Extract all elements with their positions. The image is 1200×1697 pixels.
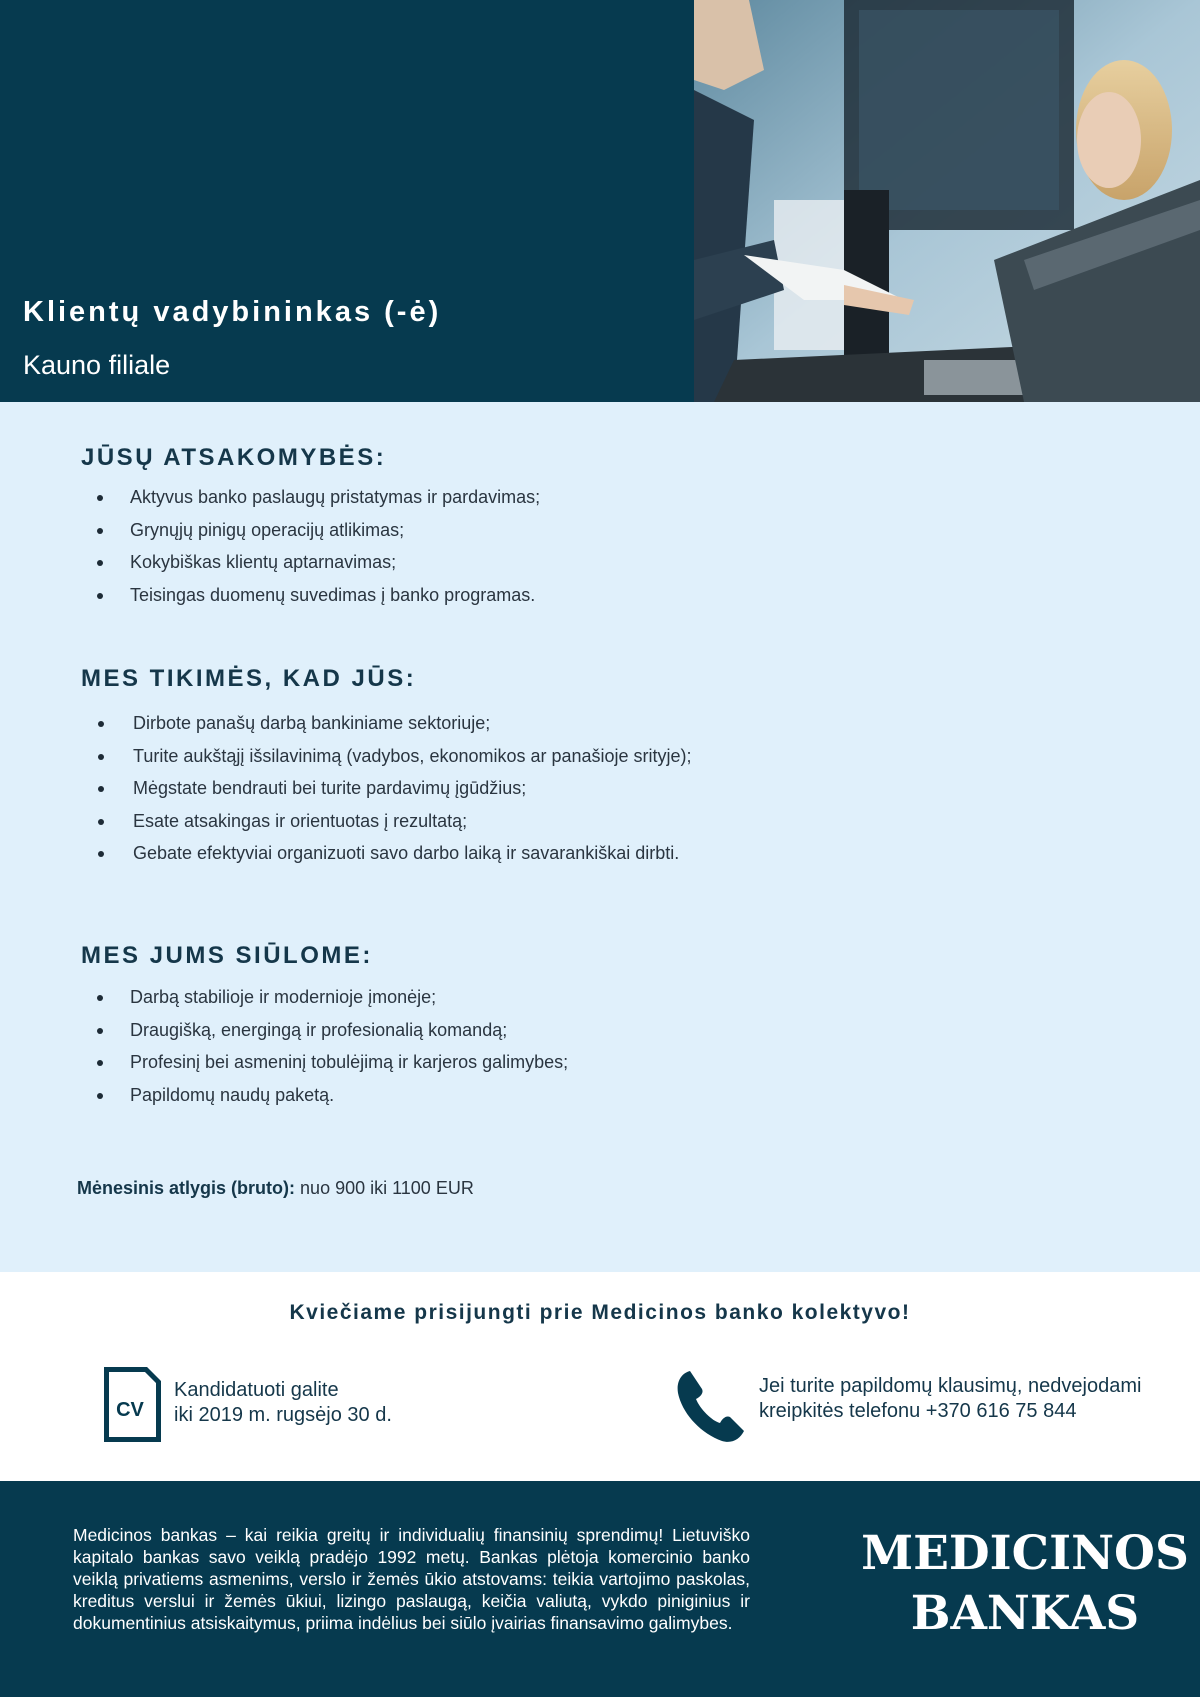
application-deadline xyxy=(174,1378,392,1428)
cv-icon-label: CV xyxy=(116,1399,144,1421)
bank-description: Medicinos bankas – kai reikia greitų ir individualių finansinių sprendimų! Lietuviško kapitalo bankas savo veiklą pradėjo 1992 metų. Bankas plėtoja komercinio banko veiklą privatiems asmenims, verslo ir žemės ūkio atstovams: teikia vartojimo paskolas, kreditus verslui ir žemės ūkiui, lizingo paslaugą, keičia valiutą, vykdo piniginius ir dokumentinius atsiskaitymus, priima indėlius bei siūlo įvairias finansavimo galimybes. xyxy=(73,1525,750,1633)
list-item: Teisingas duomenų suvedimas į banko programas. xyxy=(130,579,540,612)
deadline-line1: Kandidatuoti galite xyxy=(174,1379,339,1401)
contact-line1: Jei turite papildomų klausimų, nedvejodami xyxy=(759,1375,1142,1397)
expectations-list xyxy=(133,707,692,870)
contact-info xyxy=(759,1374,1141,1424)
bank-logo xyxy=(850,1524,1200,1644)
list-item: Mėgstate bendrauti bei turite pardavimų įgūdžius; xyxy=(133,772,692,805)
list-item: Dirbote panašų darbą bankiniame sektoriuje; xyxy=(133,707,692,740)
salary-value: nuo 900 iki 1100 EUR xyxy=(300,1178,474,1198)
list-item: Esate atsakingas ir orientuotas į rezultatą; xyxy=(133,805,692,838)
responsibilities-list xyxy=(130,481,540,611)
logo-line2: BANKAS xyxy=(910,1586,1140,1641)
header-photo xyxy=(694,0,1200,402)
cv-document-icon xyxy=(104,1367,161,1442)
invite-headline: Kviečiame prisijungti prie Medicinos banko kolektyvo! xyxy=(289,1301,911,1324)
responsibilities-title: JŪSŲ ATSAKOMYBĖS: xyxy=(81,444,387,471)
list-item: Turite aukštąjį išsilavinimą (vadybos, ekonomikos ar panašioje srityje); xyxy=(133,740,692,773)
salary-line xyxy=(77,1178,474,1199)
list-item: Darbą stabilioje ir modernioje įmonėje; xyxy=(130,981,568,1014)
logo-line1: MEDICINOS xyxy=(861,1526,1189,1581)
list-item: Kokybiškas klientų aptarnavimas; xyxy=(130,546,540,579)
list-item: Draugišką, energingą ir profesionalią komandą; xyxy=(130,1014,568,1047)
list-item: Gebate efektyviai organizuoti savo darbo laiką ir savarankiškai dirbti. xyxy=(133,837,692,870)
list-item: Grynųjų pinigų operacijų atlikimas; xyxy=(130,514,540,547)
deadline-line2: iki 2019 m. rugsėjo 30 d. xyxy=(174,1404,392,1426)
list-item: Aktyvus banko paslaugų pristatymas ir pardavimas; xyxy=(130,481,540,514)
salary-label: Mėnesinis atlygis (bruto): xyxy=(77,1178,296,1198)
phone-icon xyxy=(676,1369,746,1443)
contact-line2: kreipkitės telefonu +370 616 75 844 xyxy=(759,1400,1077,1422)
list-item: Papildomų naudų paketą. xyxy=(130,1079,568,1112)
branch-name: Kauno filiale xyxy=(23,350,171,380)
offer-list xyxy=(130,981,568,1111)
offer-title: MES JUMS SIŪLOME: xyxy=(81,942,373,969)
expectations-title: MES TIKIMĖS, KAD JŪS: xyxy=(81,665,417,692)
list-item: Profesinį bei asmeninį tobulėjimą ir karjeros galimybes; xyxy=(130,1046,568,1079)
job-title: Klientų vadybininkas (-ė) xyxy=(23,296,442,328)
